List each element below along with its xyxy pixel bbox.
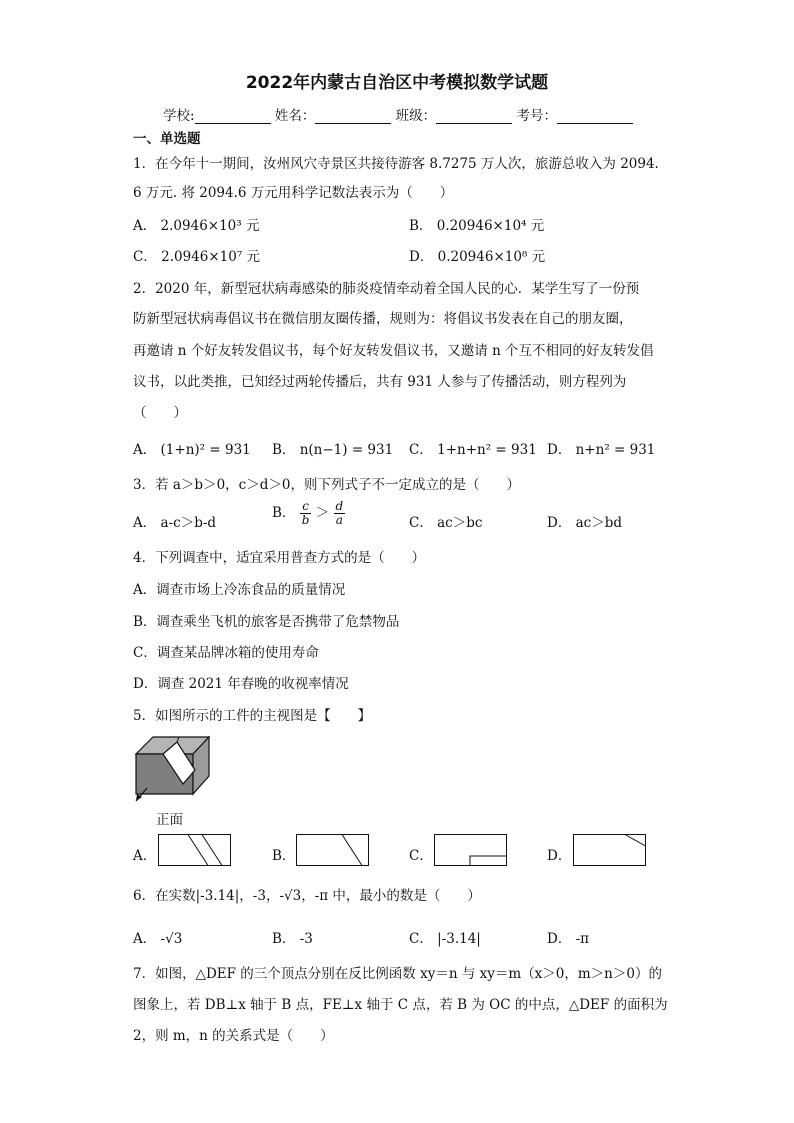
q5-option-d-label[interactable]: D． (547, 848, 572, 864)
class-label: 班级： (395, 108, 437, 124)
q2-stem-line1: 2．2020 年，新型冠状病毒感染的肺炎疫情牵动着全国人民的心．某学生写了一份预 (133, 281, 640, 297)
fraction-numerator: c (300, 500, 312, 514)
number-label: 考号： (516, 108, 557, 124)
q6-stem: 6．在实数|-3.14|，-3，-√3，-π 中，最小的数是（ ） (133, 888, 481, 904)
exam-title: 2022年内蒙古自治区中考模拟数学试题 (245, 73, 549, 93)
q7-stem-line2: 图象上，若 DB⊥x 轴于 B 点，FE⊥x 轴于 C 点，若 B 为 OC 的中点，△DEF 的面积为 (133, 997, 668, 1013)
q4-option-c[interactable]: C．调查某品牌冰箱的使用寿命 (133, 645, 319, 661)
school-label: 学校: (163, 108, 195, 124)
q6-option-a[interactable]: A． -√3 (133, 931, 183, 947)
q2-stem-line5: （ ） (133, 405, 187, 421)
greater-than-sign: ＞ (315, 505, 330, 521)
school-blank[interactable] (195, 109, 271, 124)
q2-stem-line3: 再邀请 n 个好友转发倡议书，每个好友转发倡议书，又邀请 n 个互不相同的好友转发倡 (133, 343, 654, 359)
q1-option-c[interactable]: C． 2.0946×10⁷ 元 (133, 249, 261, 265)
q6-option-b[interactable]: B． -3 (272, 931, 313, 947)
q1-option-d[interactable]: D． 0.20946×10⁸ 元 (409, 249, 546, 265)
q5-option-b-figure[interactable] (296, 834, 370, 868)
fraction-d-over-a (334, 500, 346, 527)
name-label: 姓名： (274, 108, 316, 124)
student-info-row (163, 104, 633, 124)
q5-option-a-label[interactable]: A． (133, 848, 157, 864)
q3-stem: 3．若 a＞b＞0，c＞d＞0，则下列式子不一定成立的是（ ） (133, 477, 520, 493)
section-heading: 一、单选题 (133, 131, 201, 147)
q7-stem-line3: 2，则 m，n 的关系式是（ ） (133, 1028, 334, 1044)
q5-option-c-figure[interactable] (434, 834, 508, 868)
number-blank[interactable] (557, 109, 633, 124)
fraction-denominator: b (301, 513, 310, 527)
q5-option-c-label[interactable]: C． (409, 848, 433, 864)
front-view-label: 正面 (156, 812, 183, 828)
name-blank[interactable] (315, 109, 391, 124)
q2-option-a[interactable]: A． (1+n)² = 931 (133, 442, 251, 458)
q2-option-b[interactable]: B． n(n−1) = 931 (272, 442, 394, 458)
q7-stem-line1: 7．如图，△DEF 的三个顶点分别在反比例函数 xy＝n 与 xy＝m（x＞0，m＞n＞0）的 (133, 966, 662, 982)
q6-option-c[interactable]: C． |-3.14| (409, 931, 481, 947)
q1-stem-line1: 1．在今年十一期间，汝州风穴寺景区共接待游客 8.7275 万人次，旅游总收入为 2094. (133, 156, 659, 172)
q5-option-d-figure[interactable] (573, 834, 647, 868)
fraction-denominator: a (335, 513, 343, 527)
q3-option-b-letter: B． (272, 505, 296, 521)
q2-option-d[interactable]: D． n+n² = 931 (547, 442, 656, 458)
q4-option-d[interactable]: D．调查 2021 年春晚的收视率情况 (133, 676, 349, 692)
q4-option-b[interactable]: B．调查乘坐飞机的旅客是否携带了危禁物品 (133, 614, 400, 630)
q4-option-a[interactable]: A．调查市场上冷冻食品的质量情况 (133, 582, 346, 598)
q3-option-c[interactable]: C． ac＞bc (409, 515, 483, 531)
q2-stem-line4: 议书，以此类推，已知经过两轮传播后，共有 931 人参与了传播活动，则方程列为 (133, 374, 627, 390)
fraction-c-over-b (300, 500, 312, 527)
q2-stem-line2: 防新型冠状病毒倡议书在微信朋友圈传播，规则为：将倡议书发表在自己的朋友圈， (133, 311, 633, 327)
q1-option-b[interactable]: B． 0.20946×10⁴ 元 (409, 218, 545, 234)
workpiece-3d-figure (133, 734, 213, 804)
class-blank[interactable] (436, 109, 512, 124)
q6-option-d[interactable]: D． -π (547, 931, 590, 947)
q5-stem: 5．如图所示的工件的主视图是【 】 (133, 708, 372, 724)
q5-option-a-figure[interactable] (158, 834, 232, 868)
q3-option-b[interactable] (272, 500, 345, 527)
q3-option-d[interactable]: D． ac＞bd (547, 515, 623, 531)
q1-stem-line2: 6 万元. 将 2094.6 万元用科学记数法表示为（ ） (133, 185, 454, 201)
q4-stem: 4．下列调查中，适宜采用普查方式的是（ ） (133, 550, 426, 566)
q2-option-c[interactable]: C． 1+n+n² = 931 (409, 442, 537, 458)
q3-option-a[interactable]: A． a-c＞b-d (133, 515, 217, 531)
q5-option-b-label[interactable]: B． (272, 848, 296, 864)
fraction-numerator: d (335, 499, 344, 513)
q1-option-a[interactable]: A． 2.0946×10³ 元 (133, 218, 260, 234)
